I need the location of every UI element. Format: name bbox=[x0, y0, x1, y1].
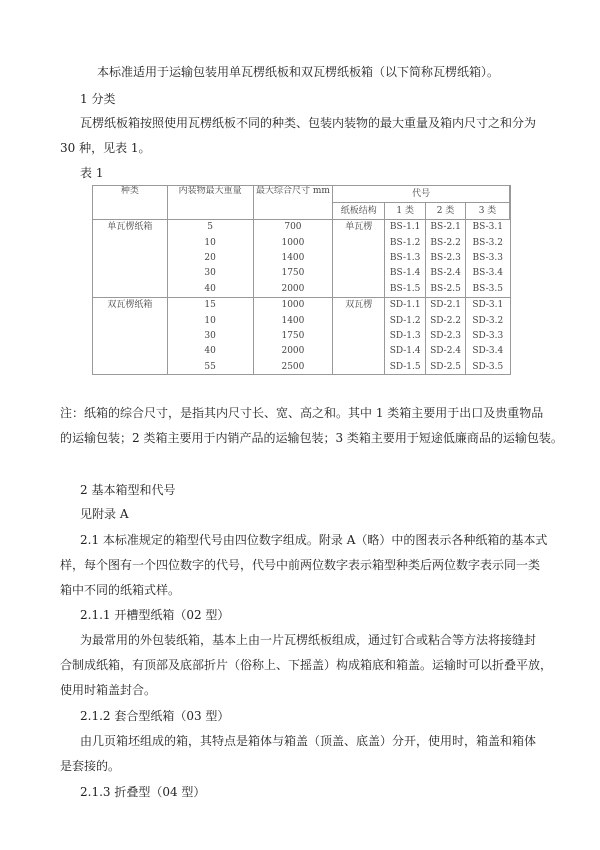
cell-weight: 30 bbox=[167, 266, 253, 281]
cell-code-1: BS-1.5 bbox=[385, 282, 426, 298]
cell-code-1: SD-1.4 bbox=[385, 344, 426, 359]
paragraph-line: 30 种，见表 1。 bbox=[60, 141, 151, 155]
cell-code-1: BS-1.2 bbox=[385, 235, 426, 250]
header-weight: 内装物最大重量 bbox=[167, 186, 253, 220]
cell-code-2: BS-2.3 bbox=[426, 251, 466, 266]
cell-code-1: BS-1.1 bbox=[385, 220, 426, 236]
section-2-1-3-heading: 2.1.3 折叠型（04 型） bbox=[80, 785, 206, 799]
cell-code-3: SD-3.3 bbox=[466, 329, 510, 344]
cell-structure bbox=[333, 313, 385, 328]
table-row bbox=[93, 251, 510, 266]
see-appendix: 见附录 A bbox=[80, 507, 129, 521]
cell-code-2: SD-2.5 bbox=[426, 360, 466, 375]
cell-code-2: BS-2.4 bbox=[426, 266, 466, 281]
cell-code-1: SD-1.5 bbox=[385, 360, 426, 375]
cell-size: 1400 bbox=[253, 313, 333, 328]
header-size: 最大综合尺寸 mm bbox=[253, 186, 333, 220]
cell-code-1: SD-1.1 bbox=[385, 297, 426, 313]
cell-code-2: BS-2.2 bbox=[426, 235, 466, 250]
paragraph-line: 合制成纸箱，有顶部及底部折片（俗称上、下摇盖）构成箱底和箱盖。运输时可以折叠平放， bbox=[60, 658, 553, 672]
cell-code-3: SD-3.5 bbox=[466, 360, 510, 375]
paragraph-line: 2.1 本标准规定的箱型代号由四位数字组成。附录 A（略）中的图表示各种纸箱的基本式 bbox=[80, 533, 548, 547]
section-2-1-2-heading: 2.1.2 套合型纸箱（03 型） bbox=[80, 709, 230, 723]
cell-weight: 40 bbox=[167, 282, 253, 298]
cell-type: 双瓦楞纸箱 bbox=[93, 297, 168, 313]
cell-size: 2000 bbox=[253, 344, 333, 359]
header-class-2: 2 类 bbox=[426, 203, 466, 220]
section-2-1-1-heading: 2.1.1 开槽型纸箱（02 型） bbox=[80, 608, 230, 622]
cell-code-2: SD-2.2 bbox=[426, 313, 466, 328]
cell-structure bbox=[333, 251, 385, 266]
cell-size: 1400 bbox=[253, 251, 333, 266]
header-structure: 纸板结构 bbox=[333, 203, 385, 220]
cell-type bbox=[93, 266, 168, 281]
cell-code-2: BS-2.1 bbox=[426, 220, 466, 236]
cell-structure bbox=[333, 360, 385, 375]
cell-code-1: BS-1.3 bbox=[385, 251, 426, 266]
cell-type bbox=[93, 344, 168, 359]
cell-weight: 15 bbox=[167, 297, 253, 313]
cell-code-3: BS-3.3 bbox=[466, 251, 510, 266]
cell-size: 2000 bbox=[253, 282, 333, 298]
cell-size: 2500 bbox=[253, 360, 333, 375]
cell-code-2: SD-2.1 bbox=[426, 297, 466, 313]
cell-size: 1000 bbox=[253, 297, 333, 313]
table-row bbox=[93, 360, 510, 375]
header-type: 种类 bbox=[93, 186, 168, 220]
cell-size: 1000 bbox=[253, 235, 333, 250]
cell-weight: 10 bbox=[167, 313, 253, 328]
cell-size: 1750 bbox=[253, 266, 333, 281]
cell-code-3: BS-3.1 bbox=[466, 220, 510, 236]
cell-code-3: BS-3.5 bbox=[466, 282, 510, 298]
cell-structure bbox=[333, 235, 385, 250]
header-code: 代号 bbox=[333, 186, 510, 203]
cell-code-3: BS-3.4 bbox=[466, 266, 510, 281]
cell-weight: 40 bbox=[167, 344, 253, 359]
cell-code-2: SD-2.3 bbox=[426, 329, 466, 344]
cell-weight: 20 bbox=[167, 251, 253, 266]
cell-code-3: SD-3.2 bbox=[466, 313, 510, 328]
section-2-heading: 2 基本箱型和代号 bbox=[80, 483, 176, 497]
cell-structure bbox=[333, 344, 385, 359]
intro-text: 本标准适用于运输包装用单瓦楞纸板和双瓦楞纸板箱（以下简称瓦楞纸箱）。 bbox=[97, 65, 500, 79]
section-1-heading: 1 分类 bbox=[80, 92, 116, 106]
cell-weight: 55 bbox=[167, 360, 253, 375]
table-row bbox=[93, 329, 510, 344]
paragraph-line: 使用时箱盖封合。 bbox=[60, 683, 157, 697]
cell-weight: 10 bbox=[167, 235, 253, 250]
cell-type bbox=[93, 329, 168, 344]
cell-type bbox=[93, 313, 168, 328]
paragraph-line: 是套接的。 bbox=[60, 759, 121, 773]
cell-type bbox=[93, 282, 168, 298]
cell-type bbox=[93, 251, 168, 266]
cell-structure bbox=[333, 266, 385, 281]
paragraph-line: 箱中不同的纸箱式样。 bbox=[60, 583, 181, 597]
table-row bbox=[93, 282, 510, 298]
cell-structure bbox=[333, 282, 385, 298]
header-class-3: 3 类 bbox=[466, 203, 510, 220]
paragraph-line: 由几页箱坯组成的箱，其特点是箱体与箱盖（顶盖、底盖）分开，使用时，箱盖和箱体 bbox=[80, 734, 537, 748]
cell-structure: 单瓦楞 bbox=[333, 220, 385, 236]
paragraph-line: 瓦楞纸板箱按照使用瓦楞纸板不同的种类、包装内装物的最大重量及箱内尺寸之和分为 bbox=[80, 116, 537, 130]
table-caption: 表 1 bbox=[80, 166, 104, 180]
cell-code-1: SD-1.2 bbox=[385, 313, 426, 328]
table-row bbox=[93, 266, 510, 281]
note-line: 的运输包装；2 类箱主要用于内销产品的运输包装；3 类箱主要用于短途低廉商品的运输包装。 bbox=[60, 431, 563, 445]
cell-code-3: SD-3.1 bbox=[466, 297, 510, 313]
cell-code-1: BS-1.4 bbox=[385, 266, 426, 281]
cell-type bbox=[93, 235, 168, 250]
table-row bbox=[93, 235, 510, 250]
cell-size: 700 bbox=[253, 220, 333, 236]
paragraph-line: 为最常用的外包装纸箱，基本上由一片瓦楞纸板组成，通过钉合或粘合等方法将接缝封 bbox=[80, 633, 537, 647]
cell-code-3: BS-3.2 bbox=[466, 235, 510, 250]
classification-table bbox=[92, 185, 510, 375]
cell-structure: 双瓦楞 bbox=[333, 297, 385, 313]
cell-weight: 5 bbox=[167, 220, 253, 236]
paragraph-line: 样，每个图有一个四位数字的代号，代号中前两位数字表示箱型种类后两位数字表示同一类 bbox=[60, 558, 541, 572]
cell-type bbox=[93, 360, 168, 375]
cell-structure bbox=[333, 329, 385, 344]
table-row bbox=[93, 313, 510, 328]
cell-code-2: SD-2.4 bbox=[426, 344, 466, 359]
cell-size: 1750 bbox=[253, 329, 333, 344]
table-row bbox=[93, 297, 510, 313]
table-row bbox=[93, 220, 510, 236]
cell-code-3: SD-3.4 bbox=[466, 344, 510, 359]
cell-weight: 30 bbox=[167, 329, 253, 344]
note-line: 注：纸箱的综合尺寸，是指其内尺寸长、宽、高之和。其中 1 类箱主要用于出口及贵重物品 bbox=[60, 406, 544, 420]
header-class-1: 1 类 bbox=[385, 203, 426, 220]
cell-code-2: BS-2.5 bbox=[426, 282, 466, 298]
cell-type: 单瓦楞纸箱 bbox=[93, 220, 168, 236]
cell-code-1: SD-1.3 bbox=[385, 329, 426, 344]
table-row bbox=[93, 344, 510, 359]
